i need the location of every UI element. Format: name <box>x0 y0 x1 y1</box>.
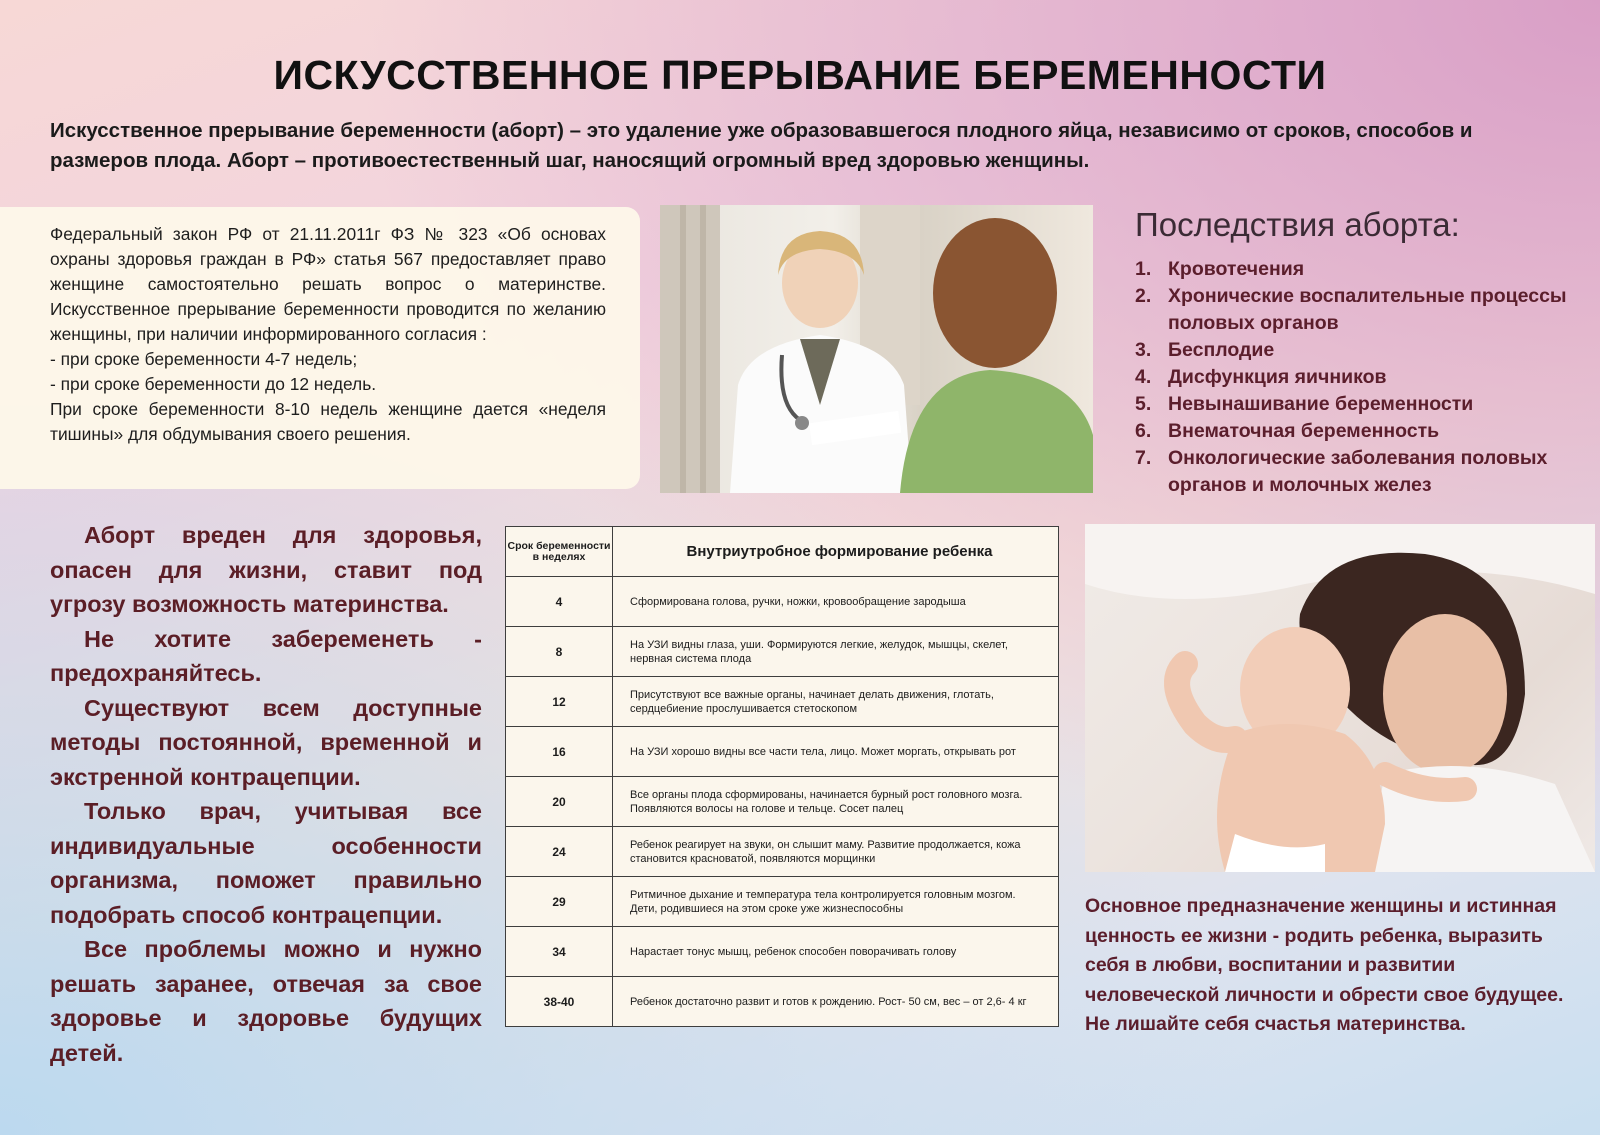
page-title: ИСКУССТВЕННОЕ ПРЕРЫВАНИЕ БЕРЕМЕННОСТИ <box>273 52 1327 98</box>
consequences-list <box>1135 256 1585 499</box>
list-item <box>1135 283 1585 337</box>
week-cell: 8 <box>506 627 613 677</box>
list-item <box>1135 337 1585 364</box>
warning-paragraph: Аборт вреден для здоровья, опасен для жизни, ставит под угрозу возможность материнства. <box>50 522 482 617</box>
list-item-number: 6. <box>1135 420 1152 442</box>
law-paragraph: Федеральный закон РФ от 21.11.2011г ФЗ № 323 «Об основах охраны здоровья граждан в РФ» статья 567 предоставляет право женщине самостоятельно решать вопрос о материнстве. Искусственное прерывание беременности проводится по желанию женщины, при наличии информированного согласия : <box>50 224 606 344</box>
warning-paragraph: Все проблемы можно и нужно решать заранее, отвечая за свое здоровье и здоровье будущих детей. <box>50 936 482 1066</box>
list-item-text: Дисфункция яичников <box>1168 366 1387 388</box>
table-row <box>506 927 1059 977</box>
law-item: - при сроке беременности до 12 недель. <box>50 374 377 394</box>
development-cell: Ребенок достаточно развит и готов к рождению. Рост- 50 см, вес – от 2,6- 4 кг <box>613 977 1059 1027</box>
mission-closing: Не лишайте себя счастья материнства. <box>1085 1013 1466 1035</box>
development-cell: Нарастает тонус мышц, ребенок способен поворачивать голову <box>613 927 1059 977</box>
list-item <box>1135 418 1585 445</box>
table-row <box>506 877 1059 927</box>
intro-paragraph: Искусственное прерывание беременности (аборт) – это удаление уже образовавшегося плодного яйца, независимо от сроков, способов и размеров плода. Аборт – противоестественный шаг, наносящий огромный вред здоровью женщины. <box>50 119 1473 172</box>
list-item <box>1135 256 1585 283</box>
table-row <box>506 777 1059 827</box>
list-item-number: 7. <box>1135 447 1152 469</box>
list-item-text: Бесплодие <box>1168 339 1275 361</box>
list-item-number: 4. <box>1135 366 1152 388</box>
week-column-header: Срок беременности в неделях <box>506 527 613 577</box>
list-item-text: Хронические воспалительные процессы половых органов <box>1168 285 1567 334</box>
week-cell: 16 <box>506 727 613 777</box>
doctor-consultation-illustration <box>660 205 1093 493</box>
week-cell: 24 <box>506 827 613 877</box>
list-item-number: 5. <box>1135 393 1152 415</box>
law-info-box <box>0 207 640 489</box>
list-item-number: 2. <box>1135 285 1152 307</box>
mother-baby-photo <box>1085 524 1595 872</box>
table-row <box>506 727 1059 777</box>
list-item-text: Онкологические заболевания половых органов и молочных желез <box>1168 447 1548 496</box>
list-item <box>1135 445 1585 499</box>
law-item: - при сроке беременности 4-7 недель; <box>50 349 358 369</box>
table-header-row <box>506 527 1059 577</box>
table-row <box>506 577 1059 627</box>
week-cell: 29 <box>506 877 613 927</box>
development-cell: Сформирована голова, ручки, ножки, кровообращение зародыша <box>613 577 1059 627</box>
development-cell: Присутствуют все важные органы, начинает делать движения, глотать, сердцебиение прослушивается стетоскопом <box>613 677 1059 727</box>
development-cell: Ритмичное дыхание и температура тела контролируется головным мозгом. Дети, родившиеся на этом сроке уже жизнеспособны <box>613 877 1059 927</box>
table-row <box>506 627 1059 677</box>
week-cell: 12 <box>506 677 613 727</box>
fetal-development-table <box>505 526 1059 1027</box>
week-cell: 4 <box>506 577 613 627</box>
week-cell: 34 <box>506 927 613 977</box>
mission-text <box>1085 892 1585 1040</box>
mission-paragraph: Основное предназначение женщины и истинная ценность ее жизни - родить ребенка, выразить себя в любви, воспитании и развитии человеческой личности и обрести свое будущее. <box>1085 895 1564 1006</box>
warning-paragraph: Не хотите забеременеть - предохраняйтесь. <box>50 625 482 686</box>
development-cell: На УЗИ видны глаза, уши. Формируются легкие, желудок, мышцы, скелет, нервная система плода <box>613 627 1059 677</box>
table-row <box>506 977 1059 1027</box>
development-cell: На УЗИ хорошо видны все части тела, лицо. Может моргать, открывать рот <box>613 727 1059 777</box>
development-cell: Ребенок реагирует на звуки, он слышит маму. Развитие продолжается, кожа становится красноватой, появляются морщинки <box>613 827 1059 877</box>
development-column-header: Внутриутробное формирование ребенка <box>613 527 1059 577</box>
development-cell: Все органы плода сформированы, начинается бурный рост головного мозга. Появляются волосы на голове и тельце. Сосет палец <box>613 777 1059 827</box>
mother-baby-illustration <box>1085 524 1595 872</box>
table-row <box>506 827 1059 877</box>
list-item-text: Невынашивание беременности <box>1168 393 1474 415</box>
week-cell: 38-40 <box>506 977 613 1027</box>
week-cell: 20 <box>506 777 613 827</box>
table-row <box>506 677 1059 727</box>
warning-paragraph: Только врач, учитывая все индивидуальные особенности организма, поможет правильно подобрать способ контрацепции. <box>50 798 482 928</box>
list-item-text: Внематочная беременность <box>1168 420 1440 442</box>
law-closing: При сроке беременности 8-10 недель женщине дается «неделя тишины» для обдумывания своего решения. <box>50 399 606 444</box>
consequences-title: Последствия аборта: <box>1135 206 1460 243</box>
warning-paragraph: Существуют всем доступные методы постоянной, временной и экстренной контрацепции. <box>50 694 482 790</box>
list-item-number: 1. <box>1135 258 1152 280</box>
list-item <box>1135 364 1585 391</box>
list-item-number: 3. <box>1135 339 1152 361</box>
warning-text <box>50 518 482 1070</box>
list-item-text: Кровотечения <box>1168 258 1305 280</box>
doctor-consultation-photo <box>660 205 1093 493</box>
list-item <box>1135 391 1585 418</box>
